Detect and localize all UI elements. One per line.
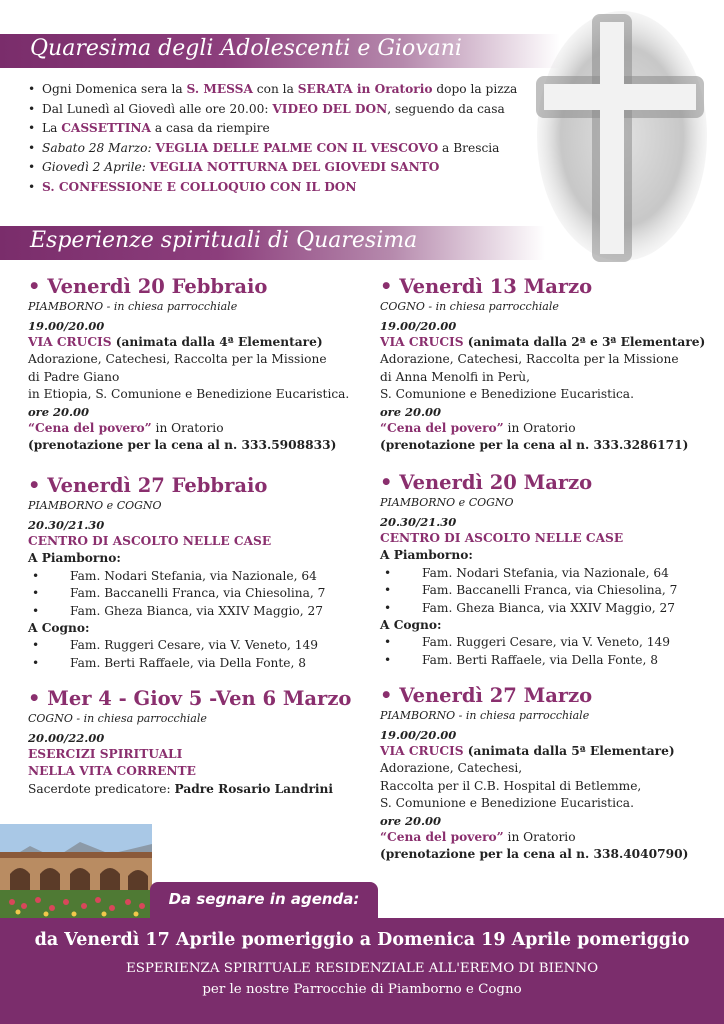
event-cena: “Cena del povero” bbox=[28, 420, 152, 435]
list-text: La bbox=[42, 121, 62, 136]
event-heading-note: (animata dalla 2ª e 3ª Elementare) bbox=[463, 335, 706, 349]
list-highlight: VIDEO DEL DON bbox=[272, 101, 388, 116]
list-text: a Brescia bbox=[438, 140, 500, 155]
event-venerdi-20-marzo bbox=[380, 471, 720, 669]
family-item: • Fam. Ruggeri Cesare, via V. Veneto, 149 bbox=[380, 634, 720, 651]
event-description: S. Comunione e Benedizione Eucaristica. bbox=[380, 796, 634, 811]
event-location: PIAMBORNO e COGNO bbox=[380, 496, 514, 509]
event-heading-line bbox=[380, 334, 720, 351]
retreat-title: ESPERIENZA SPIRITUALE RESIDENZIALE ALL'EREMO DI BIENNO bbox=[125, 961, 599, 976]
event-description: Adorazione, Catechesi, Raccolta per la Missione bbox=[380, 352, 679, 367]
event-preacher-line bbox=[28, 781, 368, 798]
family-item: • Fam. Gheza Bianca, via XXIV Maggio, 27 bbox=[28, 603, 368, 620]
list-text: Ogni Domenica sera la bbox=[42, 82, 187, 96]
footer-banner bbox=[0, 918, 724, 1024]
agenda-tab bbox=[150, 882, 378, 918]
list-highlight: SERATA in Oratorio bbox=[297, 82, 433, 96]
hermitage-photo bbox=[0, 824, 152, 922]
event-description: Adorazione, Catechesi, bbox=[380, 761, 523, 776]
family-item: • Fam. Berti Raffaele, via Della Fonte, 8 bbox=[28, 655, 368, 672]
youth-activities-list bbox=[28, 80, 528, 198]
event-title: • Mer 4 - Giov 5 -Ven 6 Marzo bbox=[28, 687, 352, 710]
list-text: dopo la pizza bbox=[432, 82, 518, 96]
section-banner-esperienze bbox=[0, 226, 545, 260]
list-item bbox=[28, 100, 528, 120]
list-text: , seguendo da casa bbox=[387, 101, 505, 116]
banner-title: Esperienze spirituali di Quaresima bbox=[30, 228, 418, 253]
event-heading: VIA CRUCIS bbox=[380, 335, 464, 349]
event-preacher-label: Sacerdote predicatore: bbox=[28, 781, 175, 796]
event-location: PIAMBORNO e COGNO bbox=[28, 499, 162, 512]
event-title: • Venerdì 27 Febbraio bbox=[28, 474, 268, 497]
event-venerdi-27-febbraio bbox=[28, 474, 368, 672]
event-cena: “Cena del povero” bbox=[380, 829, 504, 844]
event-location: COGNO - in chiesa parrocchiale bbox=[380, 300, 559, 313]
list-date: Sabato 28 Marzo: bbox=[42, 140, 156, 155]
family-item: • Fam. Baccanelli Franca, via Chiesolina, 7 bbox=[28, 585, 368, 602]
list-text: a casa da riempire bbox=[151, 121, 270, 136]
event-cena: “Cena del povero” bbox=[380, 420, 504, 435]
event-booking: (prenotazione per la cena al n. 333.3286171) bbox=[380, 438, 689, 453]
event-description: S. Comunione e Benedizione Eucaristica. bbox=[380, 387, 634, 402]
event-venerdi-27-marzo bbox=[380, 684, 720, 863]
event-time: 20.30/21.30 bbox=[28, 518, 105, 532]
event-heading: CENTRO DI ASCOLTO NELLE CASE bbox=[28, 534, 272, 548]
event-heading: CENTRO DI ASCOLTO NELLE CASE bbox=[380, 531, 624, 545]
event-time: 19.00/20.00 bbox=[380, 728, 457, 742]
list-highlight: S. CONFESSIONE E COLLOQUIO CON IL DON bbox=[42, 179, 357, 194]
event-description: in Etiopia, S. Comunione e Benedizione Eucaristica. bbox=[28, 387, 350, 402]
event-booking: (prenotazione per la cena al n. 338.4040790) bbox=[380, 847, 689, 862]
retreat-parishes: per le nostre Parrocchie di Piamborno e Cogno bbox=[202, 982, 522, 997]
event-heading-line bbox=[28, 334, 368, 351]
event-subheading: A Piamborno: bbox=[28, 551, 121, 566]
event-description: di Padre Giano bbox=[28, 369, 120, 384]
event-heading: NELLA VITA CORRENTE bbox=[28, 764, 196, 779]
section-banner-quaresima bbox=[0, 34, 560, 68]
event-cena-line bbox=[380, 829, 720, 846]
event-cena-place: in Oratorio bbox=[503, 829, 576, 844]
family-item: • Fam. Gheza Bianca, via XXIV Maggio, 27 bbox=[380, 600, 720, 617]
event-location: PIAMBORNO - in chiesa parrocchiale bbox=[380, 709, 590, 722]
event-heading-line bbox=[380, 743, 720, 760]
event-venerdi-20-febbraio bbox=[28, 275, 368, 454]
family-item: • Fam. Nodari Stefania, via Nazionale, 64 bbox=[380, 565, 720, 582]
event-time: ore 20.00 bbox=[380, 813, 442, 828]
list-item bbox=[28, 178, 528, 198]
event-time: 20.30/21.30 bbox=[380, 515, 457, 529]
agenda-label: Da segnare in agenda: bbox=[168, 890, 360, 908]
event-title: • Venerdì 27 Marzo bbox=[380, 684, 593, 707]
list-highlight: VEGLIA DELLE PALME CON IL VESCOVO bbox=[155, 140, 439, 155]
list-item bbox=[28, 80, 528, 100]
event-time: 20.00/22.00 bbox=[28, 731, 105, 745]
event-heading-note: (animata dalla 4ª Elementare) bbox=[111, 335, 323, 349]
event-description: di Anna Menolfi in Perù, bbox=[380, 369, 531, 384]
event-booking: (prenotazione per la cena al n. 333.5908833) bbox=[28, 438, 337, 453]
event-description: Adorazione, Catechesi, Raccolta per la Missione bbox=[28, 352, 327, 367]
family-item: • Fam. Nodari Stefania, via Nazionale, 64 bbox=[28, 568, 368, 585]
family-item: • Fam. Baccanelli Franca, via Chiesolina, 7 bbox=[380, 582, 720, 599]
event-preacher-name: Padre Rosario Landrini bbox=[174, 781, 334, 796]
list-highlight: S. MESSA bbox=[186, 82, 253, 96]
list-text: con la bbox=[252, 82, 298, 96]
event-subheading: A Piamborno: bbox=[380, 548, 473, 563]
event-cena-place: in Oratorio bbox=[151, 420, 224, 435]
event-description: Raccolta per il C.B. Hospital di Betlemme, bbox=[380, 778, 642, 793]
event-time: 19.00/20.00 bbox=[28, 319, 105, 333]
list-highlight: CASSETTINA bbox=[61, 121, 152, 136]
event-location: PIAMBORNO - in chiesa parrocchiale bbox=[28, 300, 238, 313]
event-heading-note: (animata dalla 5ª Elementare) bbox=[463, 744, 675, 758]
event-heading: VIA CRUCIS bbox=[28, 335, 112, 349]
event-time: 19.00/20.00 bbox=[380, 319, 457, 333]
event-mer-giov-ven-marzo bbox=[28, 687, 368, 798]
event-heading: ESERCIZI SPIRITUALI bbox=[28, 747, 183, 761]
event-subheading: A Cogno: bbox=[380, 618, 442, 633]
event-time: ore 20.00 bbox=[28, 404, 90, 419]
event-cena-line bbox=[380, 420, 720, 437]
list-item bbox=[28, 119, 528, 139]
list-item bbox=[28, 139, 528, 159]
family-item: • Fam. Berti Raffaele, via Della Fonte, 8 bbox=[380, 652, 720, 669]
event-location: COGNO - in chiesa parrocchiale bbox=[28, 712, 207, 725]
list-highlight: VEGLIA NOTTURNA DEL GIOVEDI SANTO bbox=[149, 160, 440, 175]
event-title: • Venerdì 13 Marzo bbox=[380, 275, 593, 298]
event-title: • Venerdì 20 Febbraio bbox=[28, 275, 268, 298]
event-title: • Venerdì 20 Marzo bbox=[380, 471, 593, 494]
family-item: • Fam. Ruggeri Cesare, via V. Veneto, 149 bbox=[28, 637, 368, 654]
list-text: Dal Lunedì al Giovedì alle ore 20.00: bbox=[42, 101, 273, 116]
banner-title: Quaresima degli Adolescenti e Giovani bbox=[30, 36, 462, 61]
event-venerdi-13-marzo bbox=[380, 275, 720, 454]
event-subheading: A Cogno: bbox=[28, 621, 90, 636]
event-cena-line bbox=[28, 420, 368, 437]
list-date: Giovedì 2 Aprile: bbox=[42, 160, 150, 175]
event-time: ore 20.00 bbox=[380, 404, 442, 419]
event-heading: VIA CRUCIS bbox=[380, 744, 464, 758]
list-item bbox=[28, 158, 528, 178]
retreat-dates: da Venerdì 17 Aprile pomeriggio a Domenica 19 Aprile pomeriggio bbox=[34, 930, 690, 950]
event-cena-place: in Oratorio bbox=[503, 420, 576, 435]
